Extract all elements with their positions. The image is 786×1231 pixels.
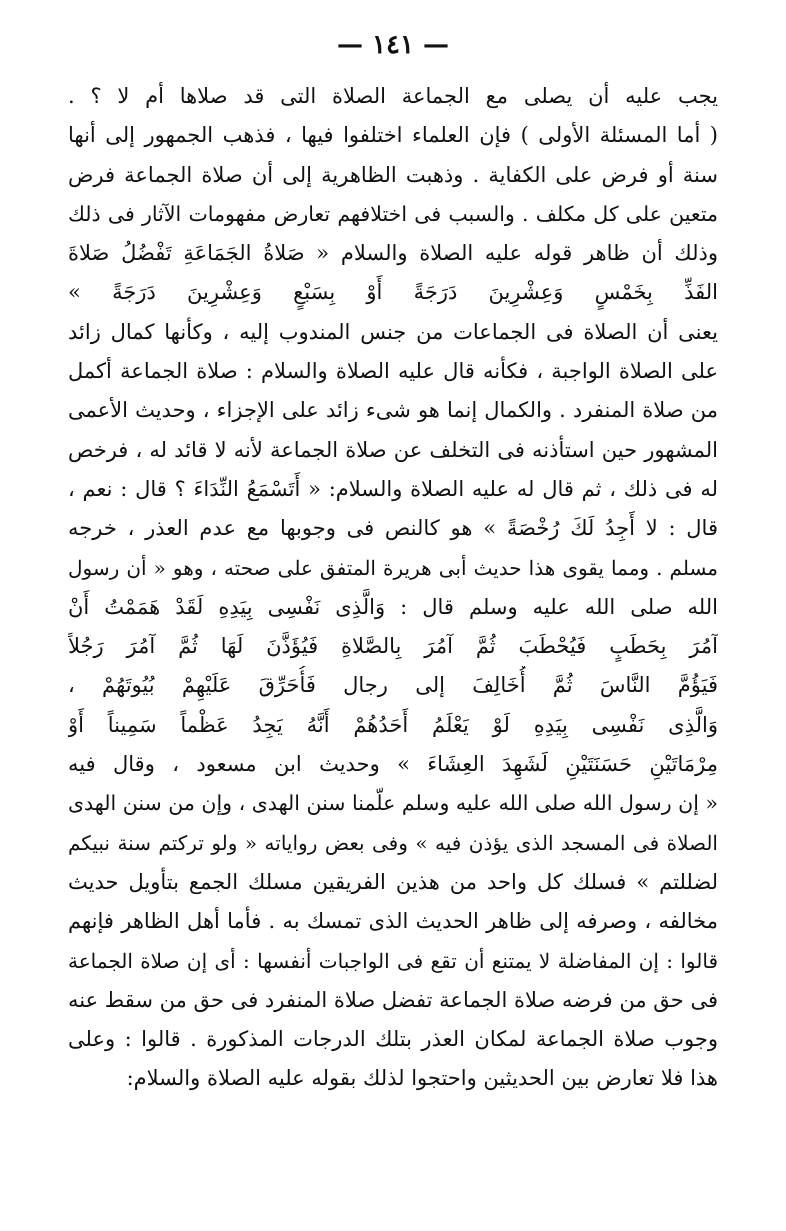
text-line: المشهور حين استأذنه فى التخلف عن صلاة الجماعة لأنه لا قائد له ، فرخص xyxy=(68,437,718,462)
text-line: « إن رسول الله صلى الله عليه وسلم علّمنا سنن الهدى ، وإن من سنن الهدى xyxy=(68,791,718,816)
text-line: له فى ذلك ، ثم قال له عليه الصلاة والسلام: « أَتَسْمَعُ النِّدَاءَ ؟ قال : نعم ، xyxy=(68,476,718,501)
text-line: قالوا : إن المفاضلة لا يمتنع أن تقع فى الواجبات أنفسها : أى إن صلاة الجماعة xyxy=(68,948,718,973)
text-line: مِرْمَاتَيْنِ حَسَنَتَيْنِ لَشَهِدَ العِشَاءَ » وحديث ابن مسعود ، وقال فيه xyxy=(68,752,718,777)
text-body xyxy=(68,77,718,1099)
text-line: آمُرَ بِحَطَبٍ فَيُحْطَبَ ثُمَّ آمُرَ بِالصَّلاةِ فَيُؤَذَّنَ لَهَا ثُمَّ آمُرَ رَجُلاً xyxy=(68,634,718,659)
text-line: وجوب صلاة الجماعة لمكان العذر بتلك الدرجات المذكورة . قالوا : وعلى xyxy=(68,1027,718,1052)
text-line: لضللتم » فسلك كل واحد من هذين الفريقين مسلك الجمع بتأويل حديث xyxy=(68,869,718,894)
text-line: على الصلاة الواجبة ، فكأنه قال عليه الصلاة والسلام : صلاة الجماعة أكمل xyxy=(68,359,718,384)
text-line: الله صلى الله عليه وسلم قال : وَالَّذِى نَفْسِى بِيَدِهِ لَقَدْ هَمَمْتُ أَنْ xyxy=(68,594,718,619)
text-line: من صلاة المنفرد . والكمال إنما هو شىء زائد على الإجزاء ، وحديث الأعمى xyxy=(68,398,718,423)
text-line: فى حق من فرضه صلاة الجماعة تفضل صلاة المنفرد فى حق من سقط عنه xyxy=(68,987,718,1012)
text-line: الصلاة فى المسجد الذى يؤذن فيه » وفى بعض رواياته « ولو تركتم سنة نبيكم xyxy=(68,830,718,855)
text-line: الفَذِّ بِخَمْسٍ وَعِشْرِينَ دَرَجَةً أَوْ بِسَبْعٍ وَعِشْرِينَ دَرَجَةً » xyxy=(68,280,718,305)
text-line: متعين على كل مكلف . والسبب فى اختلافهم تعارض مفهومات الآثار فى ذلك xyxy=(68,201,718,226)
text-line: ( أما المسئلة الأولى ) فإن العلماء اختلفوا فيها ، فذهب الجمهور إلى أنها xyxy=(68,123,718,148)
text-line: فَيَؤُمَّ النَّاسَ ثُمَّ أُخَالِفَ إلى رجال فَأُحَرِّقَ عَلَيْهِمْ بُيُوتَهُمْ ، xyxy=(68,673,718,698)
text-line: هذا فلا تعارض بين الحديثين واحتجوا لذلك بقوله عليه الصلاة والسلام: xyxy=(126,1066,718,1091)
page-number: — ١٤١ — xyxy=(336,30,450,60)
text-line: مسلم . ومما يقوى هذا حديث أبى هريرة المتفق على صحته ، وهو « أن رسول xyxy=(68,555,718,580)
text-line: قال : لا أَجِدُ لَكَ رُخْصَةً » هو كالنص فى وجوبها مع عدم العذر ، خرجه xyxy=(68,516,718,541)
text-line: يجب عليه أن يصلى مع الجماعة الصلاة التى قد صلاها أم لا ؟ . xyxy=(68,84,718,108)
text-line: سنة أو فرض على الكفاية . وذهبت الظاهرية إلى أن صلاة الجماعة فرض xyxy=(68,162,718,187)
text-line: مخالفه ، وصرفه إلى ظاهر الحديث الذى تمسك به . فأما أهل الظاهر فإنهم xyxy=(68,909,718,934)
text-line: وذلك أن ظاهر قوله عليه الصلاة والسلام « صَلاةُ الجَمَاعَةِ تَفْضُلُ صَلاةَ xyxy=(68,241,718,266)
text-line: يعنى أن الصلاة فى الجماعات من جنس المندوب إليه ، وكأنها كمال زائد xyxy=(68,319,718,344)
text-line: وَالَّذِى نَفْسِى بِيَدِهِ لَوْ يَعْلَمُ أَحَدُهُمْ أَنَّهُ يَجِدُ عَظْماً سَمِيناً أَوْ xyxy=(68,712,718,737)
